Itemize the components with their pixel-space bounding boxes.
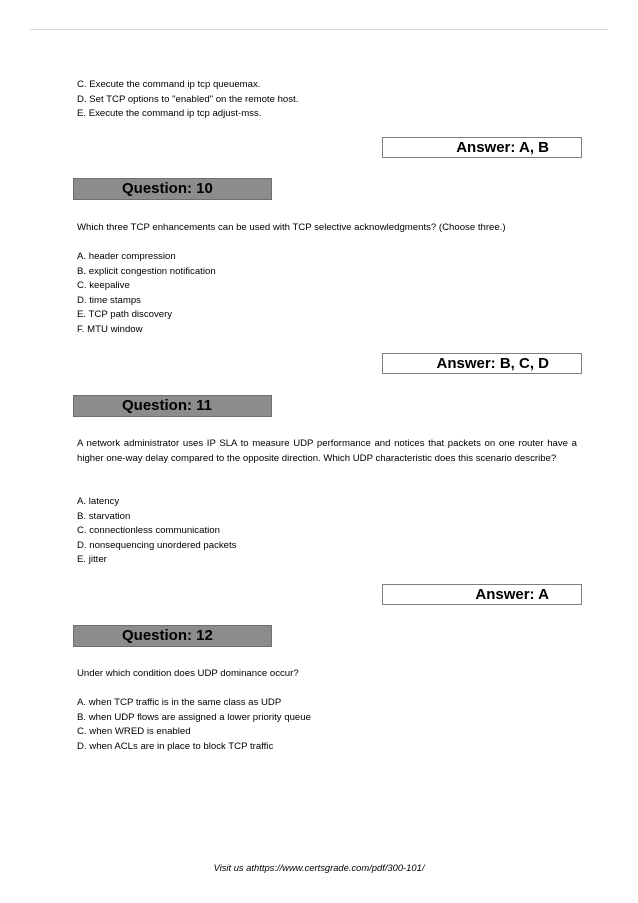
option-c: C. when WRED is enabled bbox=[77, 726, 191, 737]
option-c: C. keepalive bbox=[77, 280, 130, 291]
option-d: D. Set TCP options to "enabled" on the remote host. bbox=[77, 93, 299, 105]
option-a: A. header compression bbox=[77, 251, 176, 262]
answer-box-q9: Answer: A, B bbox=[382, 137, 582, 158]
q9-continued-options bbox=[77, 78, 577, 122]
option-d: D. when ACLs are in place to block TCP traffic bbox=[77, 740, 274, 752]
question-12-options bbox=[77, 696, 577, 754]
footer-link[interactable]: Visit us athttps://www.certsgrade.com/pdf/300-101/ bbox=[213, 862, 425, 873]
top-rule bbox=[30, 29, 608, 30]
option-b: B. when UDP flows are assigned a lower priority queue bbox=[77, 711, 311, 723]
option-a: A. when TCP traffic is in the same class as UDP bbox=[77, 697, 282, 708]
option-e: E. TCP path discovery bbox=[77, 309, 173, 320]
option-c: C. connectionless communication bbox=[77, 525, 220, 536]
option-b: B. starvation bbox=[77, 510, 131, 522]
question-10-text: Which three TCP enhancements can be used with TCP selective acknowledgments? (Choose three.) bbox=[77, 222, 506, 233]
answer-box-q10: Answer: B, C, D bbox=[382, 353, 582, 374]
question-11-header: Question: 11 bbox=[73, 395, 272, 417]
option-b: B. explicit congestion notification bbox=[77, 265, 216, 277]
question-10-header: Question: 10 bbox=[73, 178, 272, 200]
option-e: E. jitter bbox=[77, 554, 107, 565]
question-10-options bbox=[77, 250, 577, 337]
option-d: D. nonsequencing unordered packets bbox=[77, 539, 237, 551]
option-a: A. latency bbox=[77, 496, 120, 507]
question-12-header: Question: 12 bbox=[73, 625, 272, 647]
question-12-text: Under which condition does UDP dominance occur? bbox=[77, 668, 299, 679]
question-11-options bbox=[77, 495, 577, 568]
option-d: D. time stamps bbox=[77, 294, 141, 306]
option-c: C. Execute the command ip tcp queuemax. bbox=[77, 79, 261, 90]
question-11-text: A network administrator uses IP SLA to measure UDP performance and notices that packets on one router have a higher one-way delay compared to the opposite direction. Which UDP characteristic does this scenario describe? bbox=[77, 438, 577, 464]
answer-box-q11: Answer: A bbox=[382, 584, 582, 605]
option-e: E. Execute the command ip tcp adjust-mss. bbox=[77, 108, 262, 119]
option-f: F. MTU window bbox=[77, 323, 143, 335]
